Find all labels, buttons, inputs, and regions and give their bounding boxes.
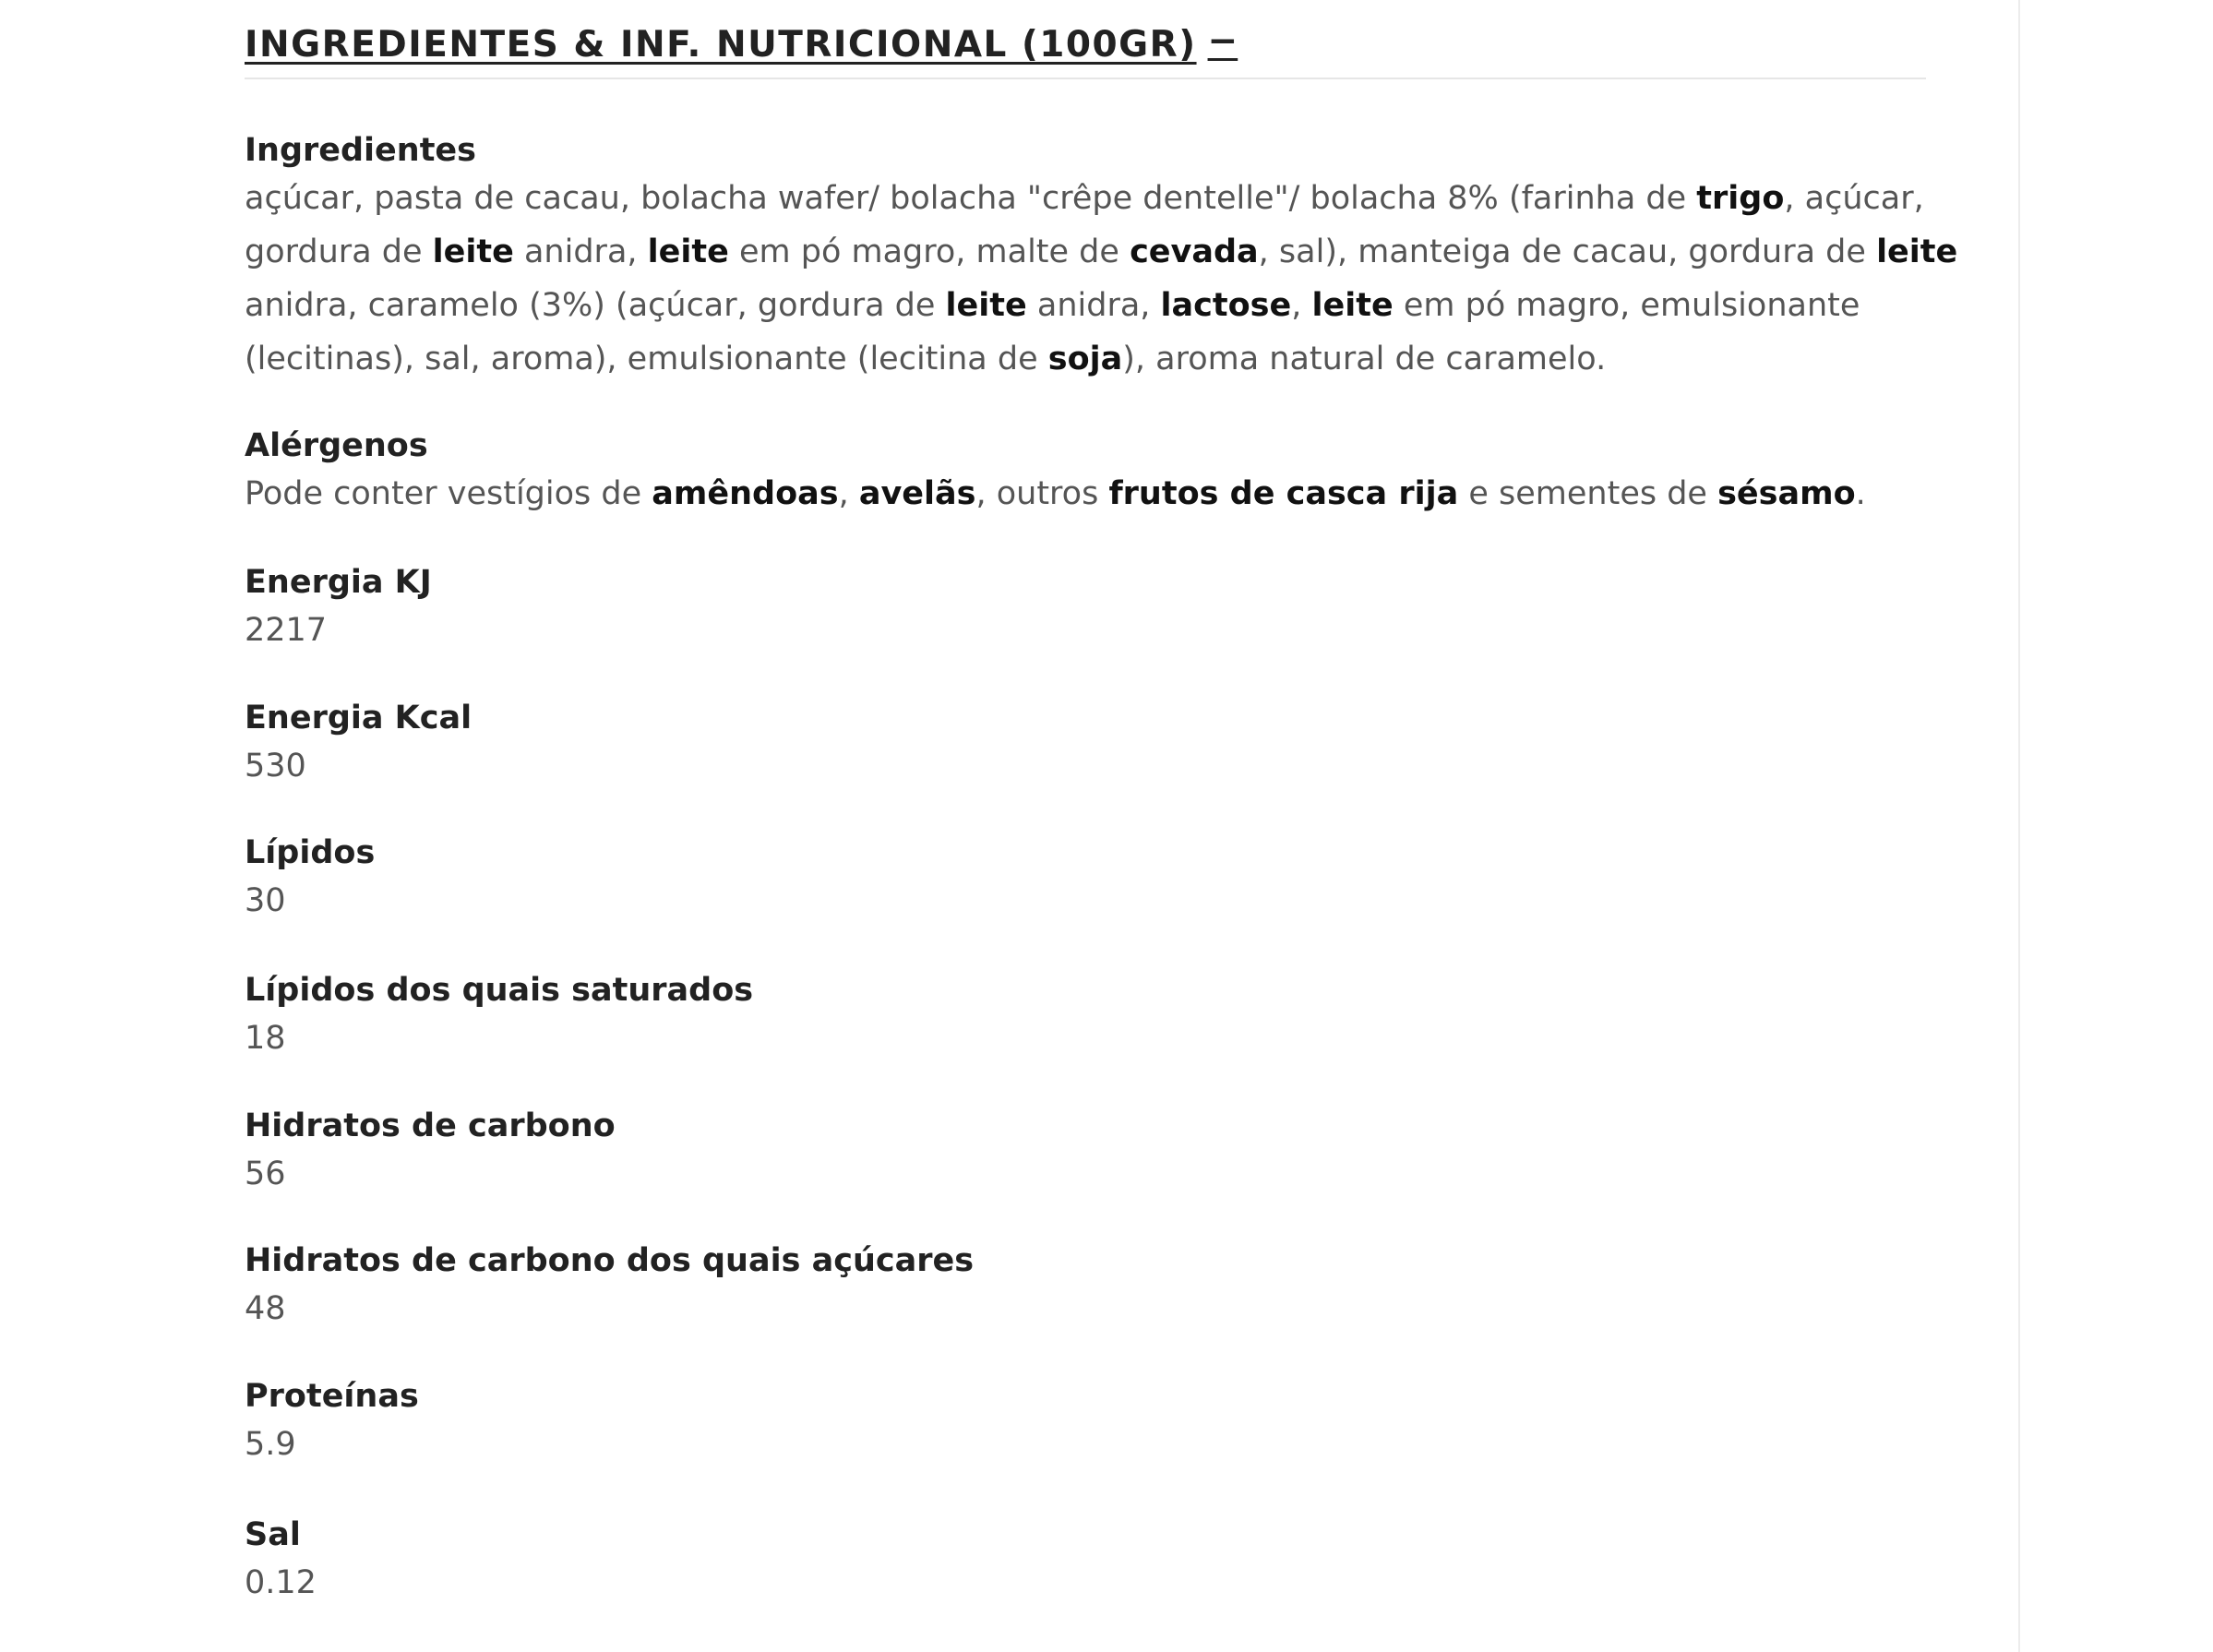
allergen-highlight: leite: [1311, 287, 1394, 324]
text-line: [245, 172, 1926, 225]
nutrition-item-proteins: [245, 1375, 419, 1471]
nutrition-label: Proteínas: [245, 1378, 419, 1415]
allergen-highlight: sésamo: [1717, 475, 1856, 512]
text-segment: anidra,: [1026, 287, 1161, 324]
nutrition-value: 30: [245, 882, 286, 919]
allergen-highlight: cevada: [1130, 233, 1259, 270]
text-segment: açúcar, pasta de cacau, bolacha wafer/ bolacha "crêpe dentelle"/ bolacha 8% (farinha de: [245, 180, 1697, 217]
nutrition-item-lipids: [245, 832, 375, 928]
nutrition-value: 5.9: [245, 1426, 296, 1463]
allergen-highlight: leite: [647, 233, 729, 270]
nutrition-item-carbohydrates: [245, 1105, 616, 1201]
nutrition-item-sugars: [245, 1239, 974, 1335]
text-segment: e sementes de: [1458, 475, 1718, 512]
nutrition-item-saturated-lipids: [245, 969, 753, 1065]
nutrition-label: Lípidos dos quais saturados: [245, 972, 754, 1009]
accordion-title[interactable]: INGREDIENTES & INF. NUTRICIONAL (100GR): [245, 24, 1197, 66]
text-segment: (lecitinas), sal, aroma), emulsionante (lecitina de: [245, 341, 1048, 377]
allergen-highlight: leite: [432, 233, 514, 270]
text-segment: ), aroma natural de caramelo.: [1122, 341, 1607, 377]
text-segment: gordura de: [245, 233, 433, 270]
allergen-highlight: frutos de casca rija: [1108, 475, 1459, 512]
nutrition-value: 18: [245, 1020, 286, 1057]
accordion-header[interactable]: [245, 0, 1926, 79]
text-segment: .: [1855, 475, 1866, 512]
nutrition-accordion: [245, 0, 1958, 1601]
nutrition-value: 56: [245, 1155, 286, 1192]
allergen-highlight: leite: [1876, 233, 1958, 270]
nutrition-value: 2217: [245, 612, 328, 649]
text-segment: ,: [838, 475, 859, 512]
allergen-highlight: leite: [945, 287, 1027, 324]
nutrition-item-energy-kcal: [245, 697, 472, 793]
text-line: [245, 467, 1926, 521]
text-line: [245, 225, 1958, 279]
text-segment: anidra,: [513, 233, 648, 270]
allergen-highlight: soja: [1047, 341, 1123, 377]
nutrition-label: Lípidos: [245, 834, 376, 871]
nutrition-value: 0.12: [245, 1564, 317, 1601]
nutrition-item-energy-kj: [245, 561, 432, 657]
text-segment: anidra, caramelo (3%) (açúcar, gordura de: [245, 287, 946, 324]
ingredients-block: [245, 129, 1958, 386]
allergen-highlight: avelãs: [858, 475, 976, 512]
allergens-block: [245, 425, 1926, 521]
text-segment: Pode conter vestígios de: [245, 475, 652, 512]
text-line: [245, 332, 1926, 386]
allergens-text: [245, 467, 1926, 521]
nutrition-value: 530: [245, 748, 306, 784]
nutrition-item-salt: [245, 1514, 317, 1610]
collapse-minus-icon[interactable]: −: [1207, 20, 1238, 62]
text-segment: em pó magro, malte de: [728, 233, 1130, 270]
nutrition-label: Hidratos de carbono dos quais açúcares: [245, 1242, 975, 1279]
text-segment: , sal), manteiga de cacau, gordura de: [1258, 233, 1877, 270]
allergen-highlight: trigo: [1696, 180, 1785, 217]
nutrition-label: Energia KJ: [245, 564, 432, 601]
text-segment: , outros: [975, 475, 1109, 512]
text-segment: ,: [1291, 287, 1312, 324]
text-segment: em pó magro, emulsionante: [1393, 287, 1860, 324]
nutrition-label: Hidratos de carbono: [245, 1107, 616, 1144]
ingredients-text: [245, 172, 1958, 386]
text-segment: , açúcar,: [1784, 180, 1924, 217]
nutrition-label: Sal: [245, 1516, 301, 1553]
allergens-label: Alérgenos: [245, 427, 428, 464]
nutrition-value: 48: [245, 1290, 286, 1327]
allergen-highlight: amêndoas: [652, 475, 839, 512]
ingredients-label: Ingredientes: [245, 132, 476, 169]
page-right-divider: [2018, 0, 2020, 1652]
allergen-highlight: lactose: [1160, 287, 1292, 324]
nutrition-label: Energia Kcal: [245, 700, 473, 736]
text-line: [245, 279, 1926, 332]
